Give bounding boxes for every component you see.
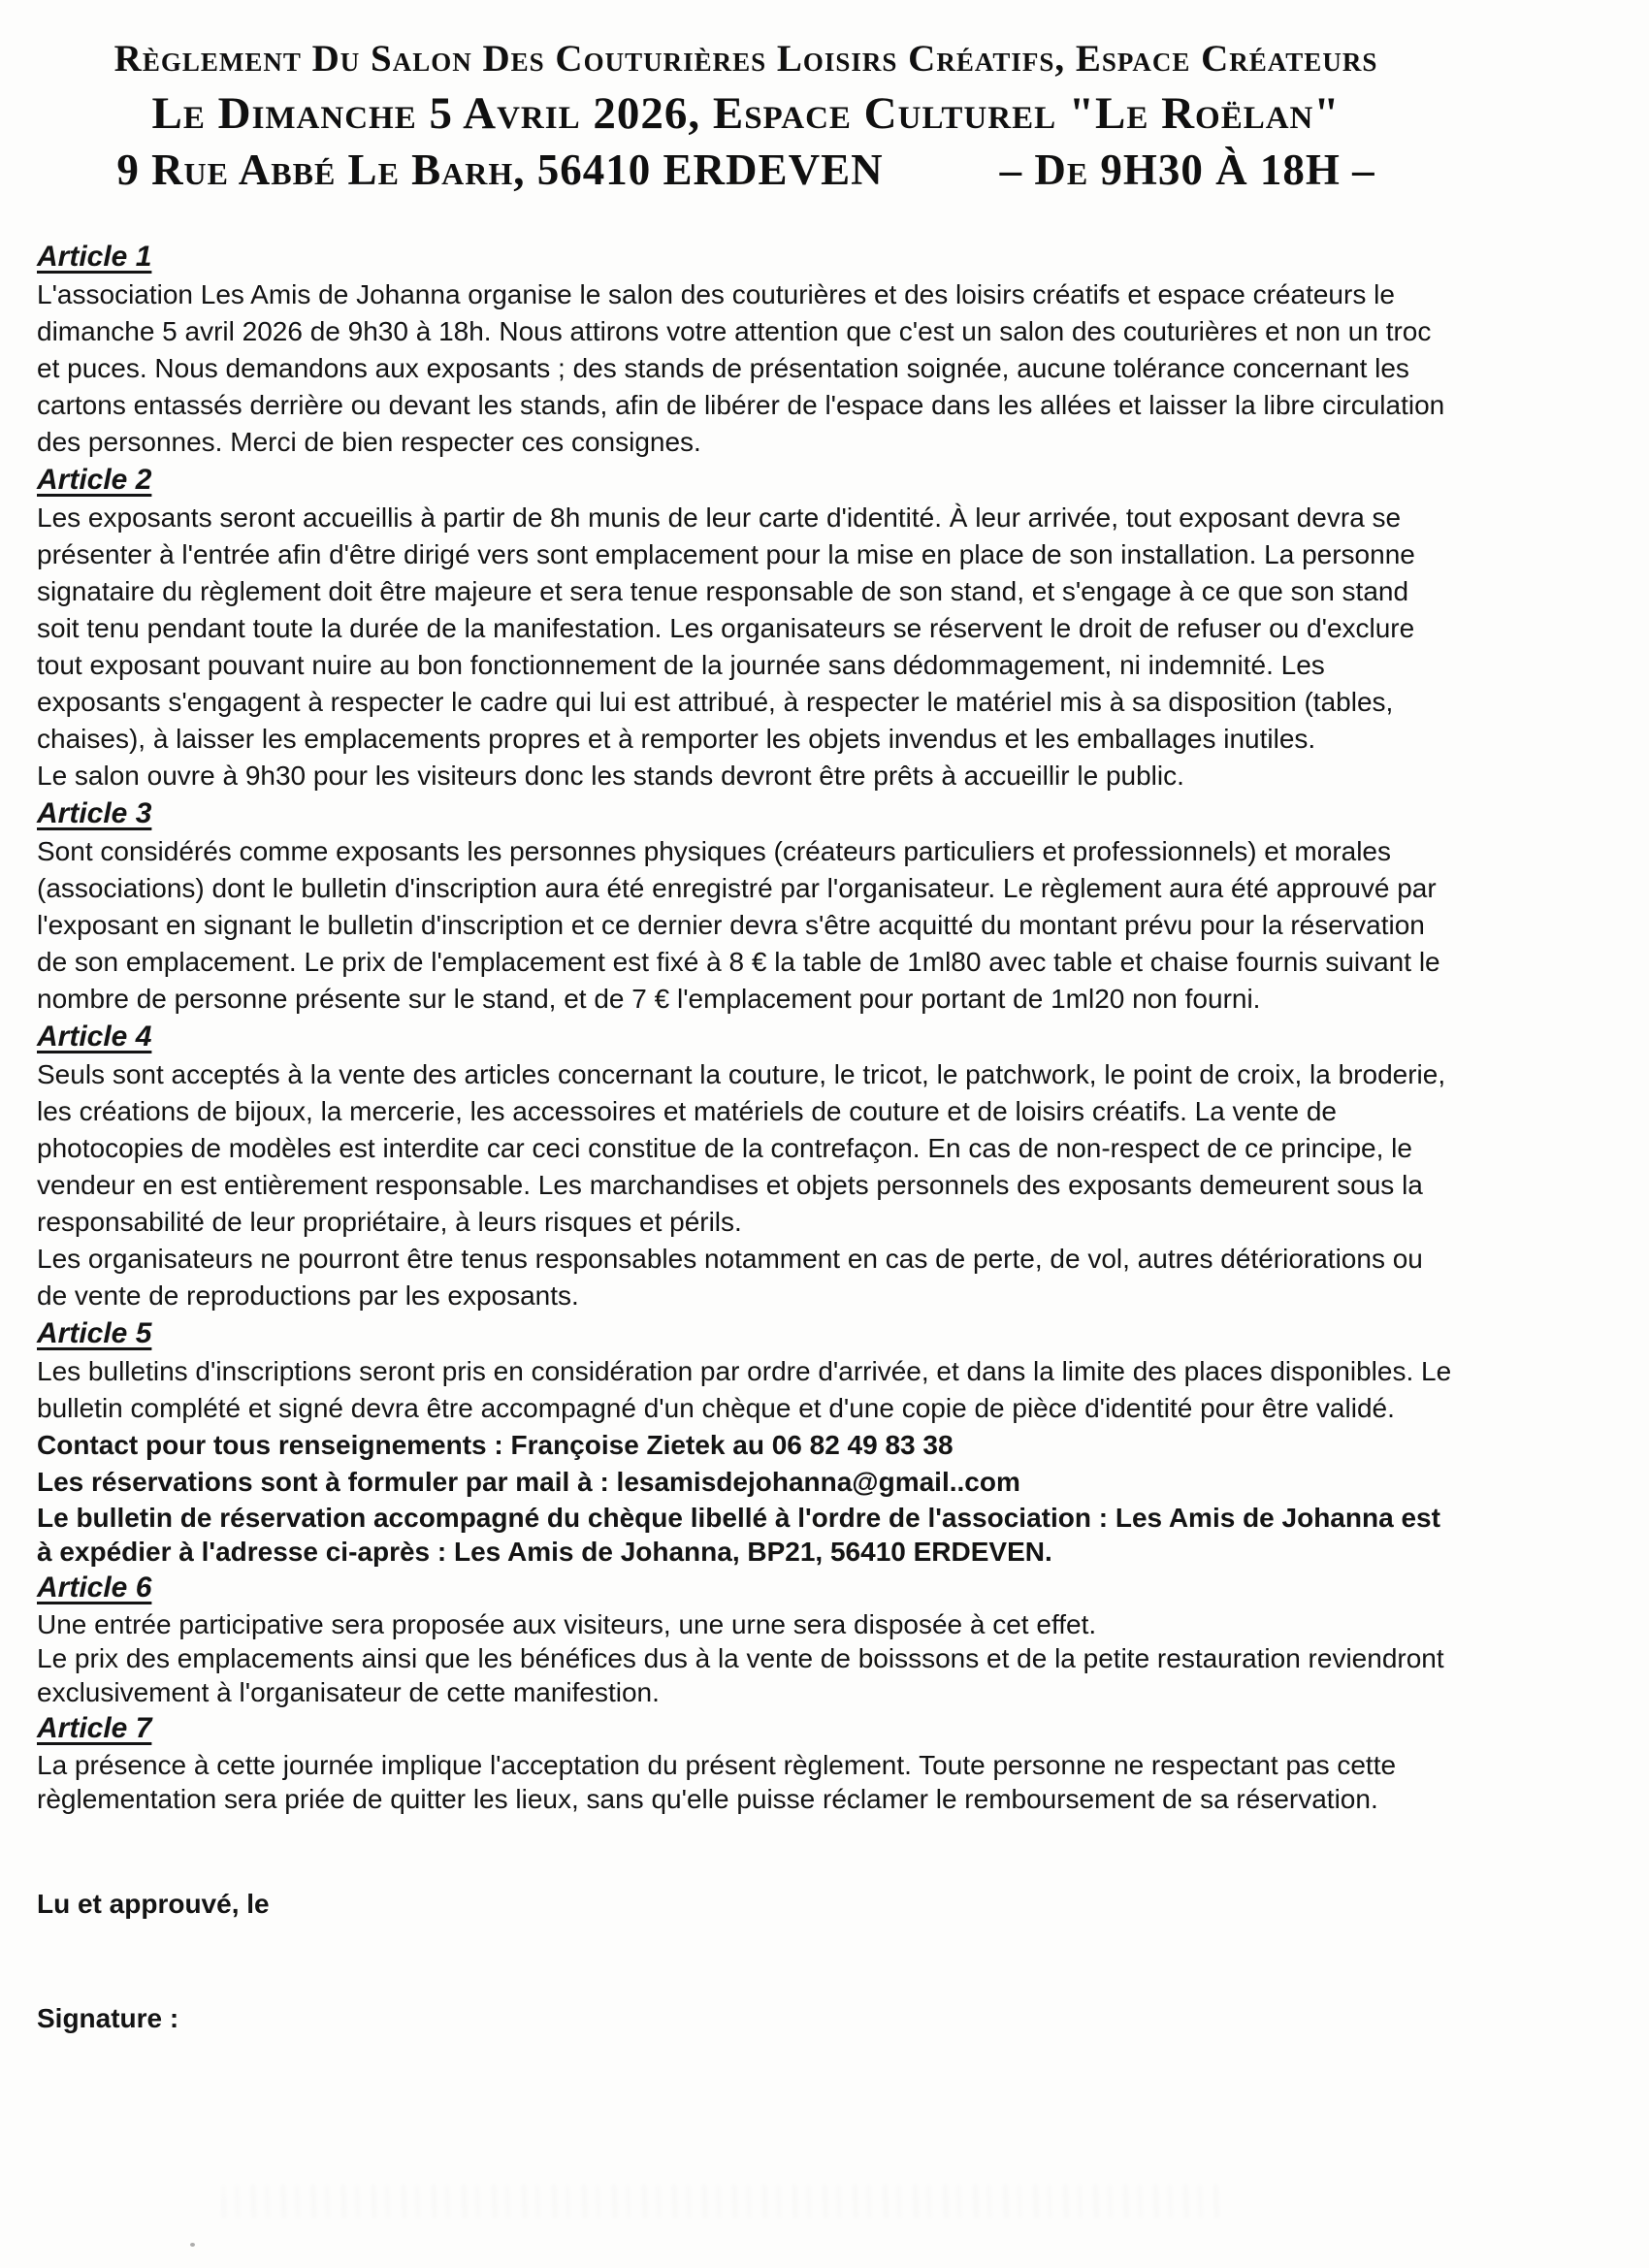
document-body bbox=[37, 238, 1455, 2037]
article-7-section bbox=[37, 1709, 1455, 1816]
article-7-heading: Article 7 bbox=[37, 1712, 152, 1745]
article-4-paragraph: Seuls sont acceptés à la vente des articles concernant la couture, le tricot, le patchwork, le point de croix, la broderie, les créations de bijoux, la mercerie, les accessoires et matériels de couture et de loisirs créatifs. La vente de photocopies de modèles est interdite car ceci constitue de la contrefaçon. En cas de non-respect de ce principe, le vendeur en est entièrement responsable. Les marchandises et objets personnels des exposants demeurent sous la responsabilité de leur propriétaire, à leurs risques et périls. bbox=[37, 1059, 1446, 1238]
article-6-section bbox=[37, 1569, 1455, 1709]
article-5-section bbox=[37, 1314, 1455, 1427]
article-5-paragraph: Les bulletins d'inscriptions seront pris en considération par ordre d'arrivée, et dans la limite des places disponibles. Le bulletin complété et signé devra être accompagné d'un chèque et d'une copie de pièce d'identité pour être validé. bbox=[37, 1356, 1452, 1424]
article-2-section bbox=[37, 461, 1455, 794]
article-3-paragraph: Sont considérés comme exposants les personnes physiques (créateurs particuliers et professionnels) et morales (associations) dont le bulletin d'inscription aura été enregistré par l'organisateur. Le règlement aura été approuvé par l'exposant en signant le bulletin d'inscription et ce dernier devra s'être acquitté du montant prévu pour la réservation de son emplacement. Le prix de l'emplacement est fixé à 8 € la table de 1ml80 avec table et chaise fournis suivant le nombre de personne présente sur le stand, et de 7 € l'emplacement pour portant de 1ml20 non fourni. bbox=[37, 836, 1440, 1015]
document-title-line3 bbox=[37, 147, 1455, 193]
article-7-paragraph: La présence à cette journée implique l'acceptation du présent règlement. Toute personne ne respectant pas cette règlementation sera priée de quitter les lieux, sans qu'elle puisse réclamer le remboursement de sa réservation. bbox=[37, 1750, 1397, 1815]
article-6-heading: Article 6 bbox=[37, 1571, 152, 1604]
scan-artifact-dot bbox=[190, 2243, 195, 2247]
article-2-paragraph-2: Le salon ouvre à 9h30 pour les visiteurs donc les stands devront être prêts à accueillir le public. bbox=[37, 761, 1184, 792]
article-1-paragraph: L'association Les Amis de Johanna organise le salon des couturières et des loisirs créatifs et espace créateurs le dimanche 5 avril 2026 de 9h30 à 18h. Nous attirons votre attention que c'est un salon des couturières et non un troc et puces. Nous demandons aux exposants ; des stands de présentation soignée, aucune tolérance concernant les cartons entassés derrière ou devant les stands, afin de libérer de l'espace dans les allées et laisser la libre circulation des personnes. Merci de bien respecter ces consignes. bbox=[37, 279, 1445, 458]
document-title-line1: Règlement Du Salon Des Couturières Loisirs Créatifs, Espace Créateurs bbox=[113, 38, 1378, 80]
article-3-section bbox=[37, 794, 1455, 1018]
read-approved-line: Lu et approuvé, le bbox=[37, 1889, 270, 1920]
article-1-section bbox=[37, 238, 1455, 461]
article-6-paragraph: Une entrée participative sera proposée aux visiteurs, une urne sera disposée à cet effet. bbox=[37, 1609, 1097, 1640]
event-hours: – De 9H30 À 18H – bbox=[999, 146, 1375, 195]
bulletin-mailing-line: Le bulletin de réservation accompagné du chèque libellé à l'ordre de l'association : Les Amis de Johanna est à expédier à l'adresse ci-après : Les Amis de Johanna, BP21, 56410 ERDEVEN. bbox=[37, 1503, 1440, 1568]
contact-info-line: Contact pour tous renseignements : Françoise Zietek au 06 82 49 83 38 bbox=[37, 1430, 954, 1461]
article-4-section bbox=[37, 1018, 1455, 1314]
article-2-heading: Article 2 bbox=[37, 464, 152, 497]
reservation-email-line: Les réservations sont à formuler par mail à : lesamisdejohanna@gmail..com bbox=[37, 1467, 1020, 1498]
document-title-line2: Le Dimanche 5 Avril 2026, Espace Culturel "Le Roëlan" bbox=[151, 87, 1341, 139]
article-4-paragraph-2: Les organisateurs ne pourront être tenus responsables notamment en cas de perte, de vol, autres détériorations ou de vente de reproductions par les exposants. bbox=[37, 1244, 1423, 1312]
article-6-paragraph-2: Le prix des emplacements ainsi que les bénéfices dus à la vente de boisssons et de la petite restauration reviendront exclusivement à l'organisateur de cette manifestion. bbox=[37, 1643, 1444, 1708]
article-5-heading: Article 5 bbox=[37, 1317, 152, 1350]
article-4-heading: Article 4 bbox=[37, 1021, 152, 1053]
article-3-heading: Article 3 bbox=[37, 797, 152, 830]
article-2-paragraph: Les exposants seront accueillis à partir de 8h munis de leur carte d'identité. À leur arrivée, tout exposant devra se présenter à l'entrée afin d'être dirigé vers sont emplacement pour la mise en place de son installation. La personne signataire du règlement doit être majeure et sera tenue responsable de son stand, et s'engage à ce que son stand soit tenu pendant toute la durée de la manifestation. Les organisateurs se réservent le droit de refuser ou d'exclure tout exposant pouvant nuire au bon fonctionnement de la journée sans dédommagement, ni indemnité. Les exposants s'engagent à respecter le cadre qui lui est attribué, à respecter le matériel mis à sa disposition (tables, chaises), à laisser les emplacements propres et à remporter les objets invendus et les emballages inutiles. bbox=[37, 502, 1415, 755]
scan-ghost-handwriting bbox=[223, 2185, 1222, 2218]
document-header bbox=[37, 39, 1455, 193]
signature-line: Signature : bbox=[37, 2003, 179, 2034]
article-1-heading: Article 1 bbox=[37, 241, 152, 274]
venue-address: 9 Rue Abbé Le Barh, 56410 ERDEVEN bbox=[116, 146, 884, 195]
